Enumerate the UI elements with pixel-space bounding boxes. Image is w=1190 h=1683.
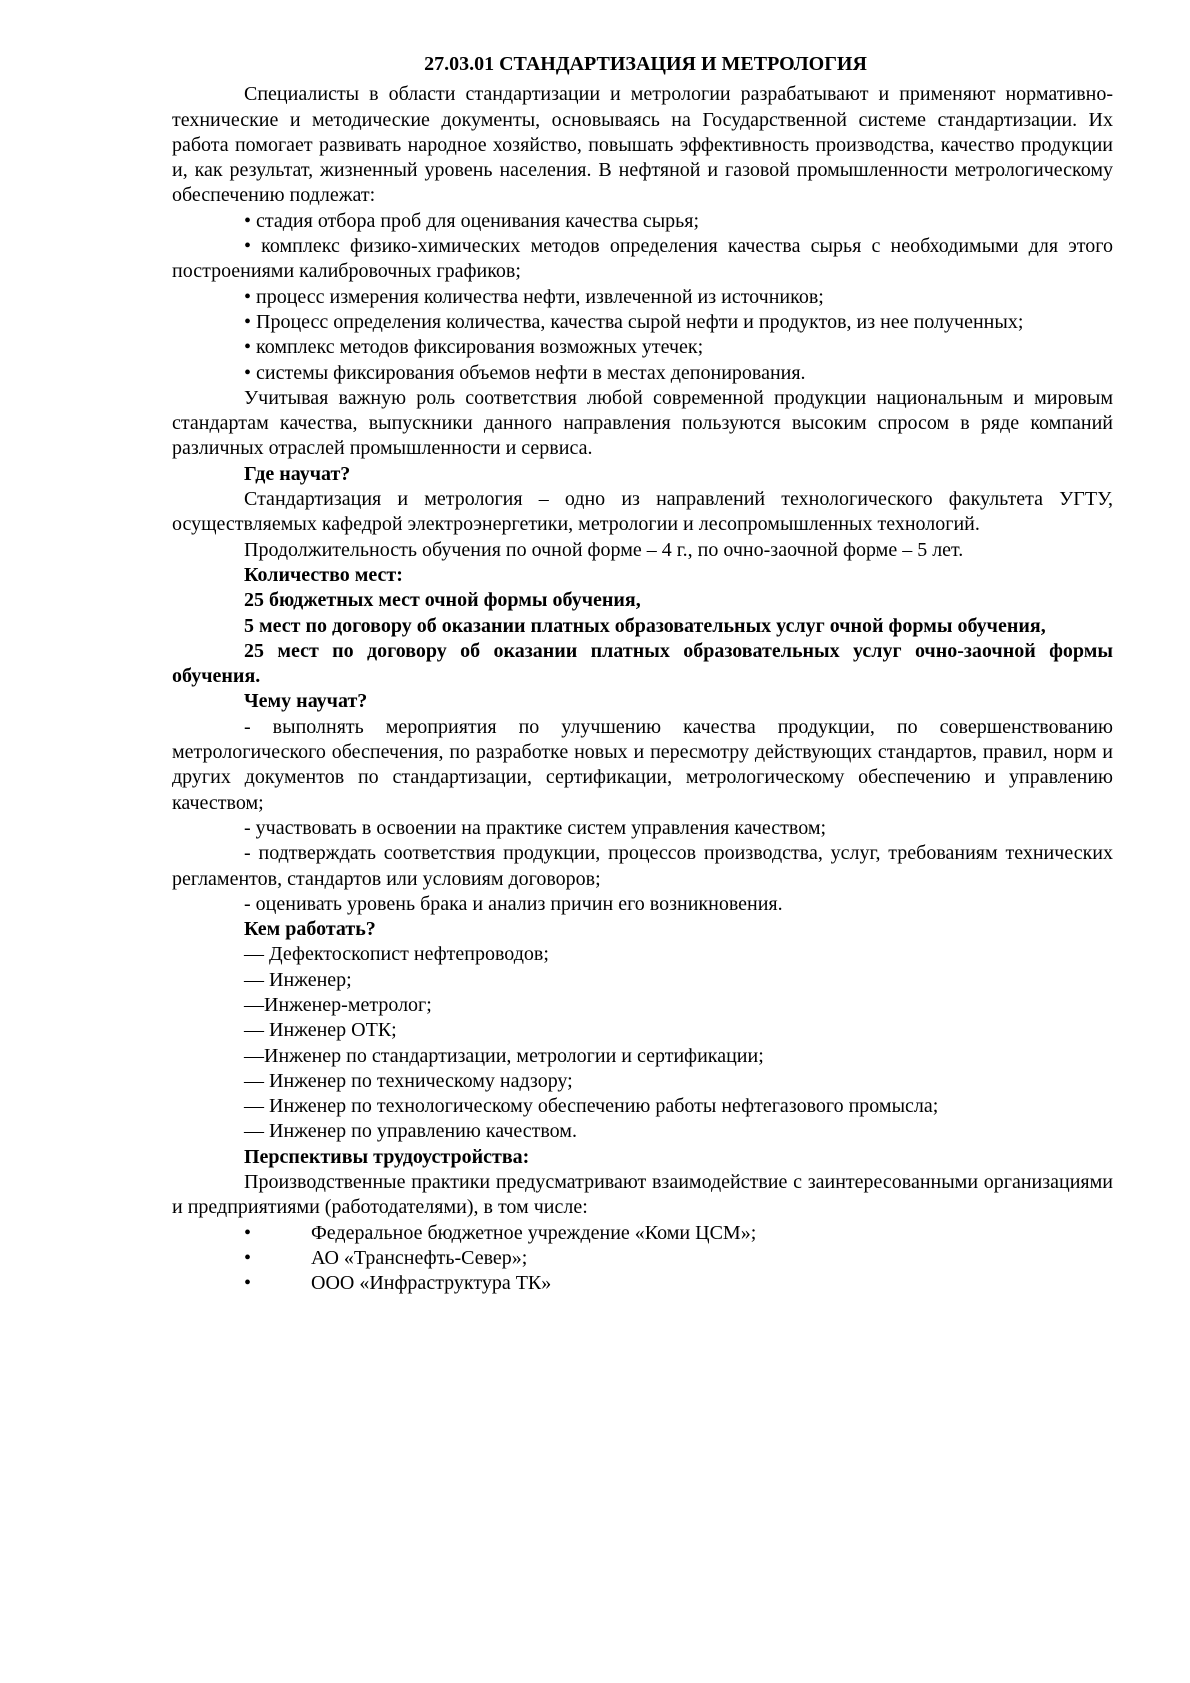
- where-text: Стандартизация и метрология – одно из направлений технологического факультета УГТУ, осуществляемых кафедрой электроэнергетики, метрологии и лесопромышленных технологий.: [172, 488, 1113, 536]
- where-heading: Где научат?: [244, 462, 351, 485]
- bullet-icon: •: [244, 1246, 252, 1269]
- employers-list: [172, 1221, 1113, 1297]
- places-item: 5 мест по договору об оказании платных образовательных услуг очной формы обучения,: [244, 614, 1046, 637]
- list-item: - подтверждать соответствия продукции, процессов производства, услуг, требованиям технических регламентов, стандартов или условиям договоров;: [172, 842, 1113, 890]
- list-item: - оценивать уровень брака и анализ причин его возникновения.: [244, 892, 783, 915]
- list-item: —Инженер по стандартизации, метрологии и сертификации;: [244, 1044, 764, 1067]
- document-title: 27.03.01 СТАНДАРТИЗАЦИЯ И МЕТРОЛОГИЯ: [424, 53, 867, 75]
- list-item: • комплекс методов фиксирования возможных утечек;: [244, 336, 704, 359]
- bullet-icon: •: [244, 1272, 252, 1295]
- list-item: [172, 1221, 1113, 1246]
- intro-paragraph: Специалисты в области стандартизации и метрологии разрабатывают и применяют нормативно-технические и методические документы, основываясь на Государственной системе стандартизации. Их работа помогает развивать народное хозяйство, повышать эффективность производства, качество продукции и, как результат, жизненный уровень населения. В нефтяной и газовой промышленности метрологическому обеспечению подлежат:: [172, 83, 1113, 207]
- employer-name: ООО «Инфраструктура ТК»: [311, 1272, 552, 1295]
- places-heading: Количество мест:: [244, 563, 403, 586]
- list-item: [172, 1246, 1113, 1271]
- list-item: — Инженер по техническому надзору;: [244, 1069, 573, 1092]
- duration-text: Продолжительность обучения по очной форме – 4 г., по очно-заочной форме – 5 лет.: [244, 538, 964, 561]
- support-list: [172, 209, 1113, 386]
- employer-name: АО «Транснефть-Север»;: [311, 1246, 528, 1269]
- list-item: [172, 1271, 1113, 1296]
- jobs-list: [172, 942, 1113, 1144]
- list-item: —Инженер-метролог;: [244, 993, 432, 1016]
- list-item: • стадия отбора проб для оценивания качества сырья;: [244, 209, 700, 232]
- bullet-icon: •: [244, 1221, 252, 1244]
- list-item: • комплекс физико-химических методов определения качества сырья с необходимыми для этого построениями калибровочных графиков;: [172, 235, 1113, 283]
- list-item: — Инженер ОТК;: [244, 1019, 397, 1042]
- list-item: - участвовать в освоении на практике систем управления качеством;: [244, 816, 827, 839]
- list-item: - выполнять мероприятия по улучшению качества продукции, по совершенствованию метрологического обеспечения, по разработке новых и пересмотру действующих стандартов, правил, норм и других документов по стандартизации, сертификации, метрологическому обеспечению и управлению качеством;: [172, 715, 1113, 814]
- skills-list: [172, 715, 1113, 917]
- list-item: — Дефектоскопист нефтепроводов;: [244, 943, 549, 966]
- list-item: • системы фиксирования объемов нефти в местах депонирования.: [244, 361, 806, 384]
- list-item: • процесс измерения количества нефти, извлеченной из источников;: [244, 285, 824, 308]
- list-item: • Процесс определения количества, качества сырой нефти и продуктов, из нее полученных;: [244, 310, 1024, 333]
- document-page: [172, 52, 1113, 1297]
- list-item: — Инженер по управлению качеством.: [244, 1120, 577, 1143]
- employer-name: Федеральное бюджетное учреждение «Коми ЦСМ»;: [311, 1221, 757, 1244]
- places-item: 25 мест по договору об оказании платных образовательных услуг очно-заочной формы обучения.: [172, 639, 1113, 688]
- demand-paragraph: Учитывая важную роль соответствия любой современной продукции национальным и мировым стандартам качества, выпускники данного направления пользуются высоким спросом в ряде компаний различных отраслей промышленности и сервиса.: [172, 386, 1113, 460]
- prospects-heading: Перспективы трудоустройства:: [244, 1145, 530, 1168]
- prospects-text: Производственные практики предусматривают взаимодействие с заинтересованными организациями и предприятиями (работодателями), в том числе:: [172, 1171, 1113, 1219]
- places-item: 25 бюджетных мест очной формы обучения,: [244, 589, 641, 612]
- list-item: — Инженер;: [244, 968, 352, 991]
- skills-heading: Чему научат?: [244, 690, 368, 713]
- list-item: — Инженер по технологическому обеспечению работы нефтегазового промысла;: [244, 1095, 939, 1118]
- jobs-heading: Кем работать?: [244, 918, 376, 941]
